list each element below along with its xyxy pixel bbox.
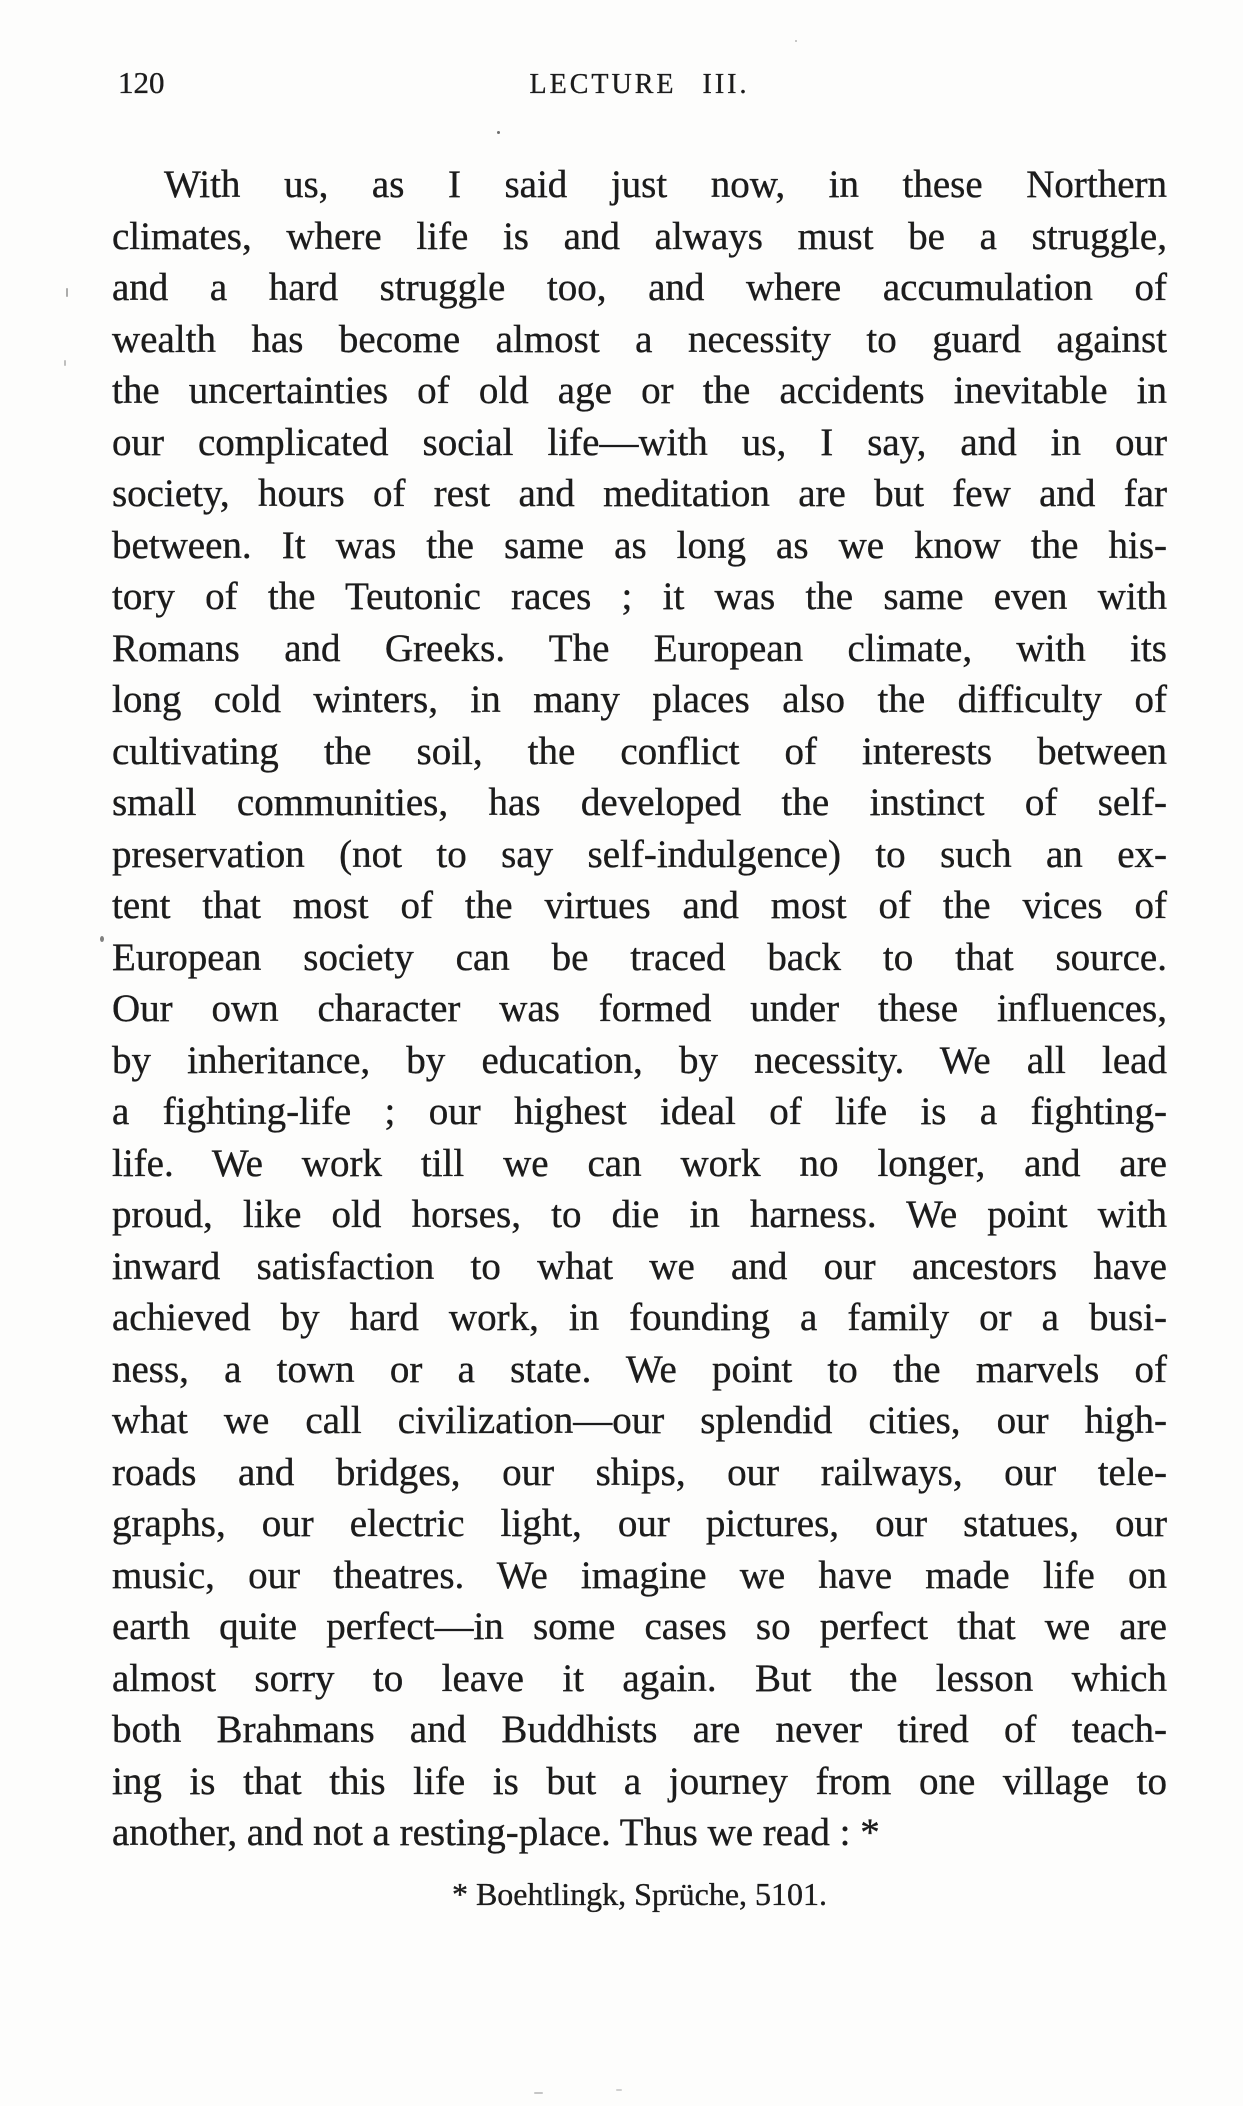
text-line: Our own character was formed under these influences, <box>112 987 1167 1030</box>
footnote: * Boehtlingk, Sprüche, 5101. <box>451 1876 828 1912</box>
text-line: society, hours of rest and meditation are but few and far <box>112 472 1167 515</box>
text-line: European society can be traced back to that source. <box>112 935 1167 979</box>
lecture-paragraph <box>112 159 1167 1859</box>
text-line: both Brahmans and Buddhists are never tired of teach- <box>112 1708 1167 1751</box>
text-line: ness, a town or a state. We point to the marvels of <box>112 1347 1167 1391</box>
text-line: achieved by hard work, in founding a family or a busi- <box>112 1296 1167 1339</box>
text-line: tory of the Teutonic races ; it was the same even with <box>112 575 1167 618</box>
text-line: and a hard struggle too, and where accumulation of <box>112 266 1167 309</box>
text-line: life. We work till we can work no longer, and are <box>112 1141 1167 1185</box>
running-head: LECTURE III. <box>529 69 750 100</box>
scan-speck <box>100 936 104 942</box>
text-line: preservation (not to say self-indulgence) to such an ex- <box>112 832 1167 876</box>
scan-speck <box>66 288 68 297</box>
text-line: another, and not a resting-place. Thus we read : * <box>112 1811 880 1854</box>
text-line: small communities, has developed the instinct of self- <box>112 781 1167 824</box>
text-line: proud, like old horses, to die in harness. We point with <box>112 1193 1167 1236</box>
text-line: by inheritance, by education, by necessity. We all lead <box>112 1038 1167 1082</box>
text-line: With us, as I said just now, in these Northern <box>164 163 1167 206</box>
text-line: long cold winters, in many places also the difficulty of <box>112 678 1167 721</box>
page-number: 120 <box>118 65 165 100</box>
text-line: roads and bridges, our ships, our railways, our tele- <box>112 1450 1167 1494</box>
scan-speck <box>616 2089 622 2091</box>
text-line: between. It was the same as long as we know the his- <box>112 523 1167 567</box>
text-line: cultivating the soil, the conflict of interests between <box>112 729 1167 773</box>
scan-speck <box>534 2092 543 2094</box>
text-line: the uncertainties of old age or the accidents inevitable in <box>112 369 1167 412</box>
text-line: graphs, our electric light, our pictures, our statues, our <box>112 1502 1167 1545</box>
text-line: Romans and Greeks. The European climate, with its <box>112 626 1167 670</box>
text-line: a fighting-life ; our highest ideal of life is a fighting- <box>112 1090 1167 1133</box>
text-line: almost sorry to leave it again. But the lesson which <box>112 1656 1167 1700</box>
text-line: ing is that this life is but a journey from one village to <box>112 1759 1167 1803</box>
text-line: inward satisfaction to what we and our ancestors have <box>112 1244 1167 1288</box>
text-line: earth quite perfect—in some cases so perfect that we are <box>112 1605 1167 1648</box>
page-header <box>112 66 1167 110</box>
text-line: wealth has become almost a necessity to guard against <box>112 317 1167 361</box>
text-line: our complicated social life—with us, I say, and in our <box>112 420 1167 464</box>
scan-speck <box>497 131 500 134</box>
text-line: what we call civilization—our splendid cities, our high- <box>112 1399 1167 1442</box>
text-line: music, our theatres. We imagine we have made life on <box>112 1553 1167 1597</box>
text-line: tent that most of the virtues and most of the vices of <box>112 884 1167 927</box>
text-line: climates, where life is and always must be a struggle, <box>112 214 1167 258</box>
scan-speck <box>795 40 797 42</box>
scan-speck <box>64 360 66 366</box>
